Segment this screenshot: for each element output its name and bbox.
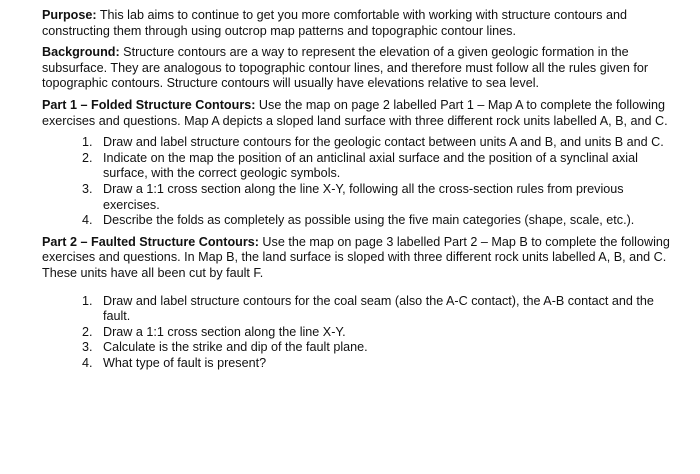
purpose-text: This lab aims to continue to get you more comfortable with working with structure contours and constructing them through using outcrop map patterns and topographic contour lines.	[42, 8, 627, 38]
part2-heading: Part 2 – Faulted Structure Contours:	[42, 234, 259, 249]
list-item-number: 1.	[82, 293, 93, 308]
list-item	[82, 182, 680, 213]
part1-paragraph	[42, 98, 680, 129]
purpose-label: Purpose:	[42, 8, 97, 22]
list-item	[82, 325, 680, 341]
list-item-text: What type of fault is present?	[103, 355, 267, 370]
background-label: Background:	[42, 45, 120, 60]
list-item-text: Draw a 1:1 cross section along the line X-Y.	[103, 324, 346, 339]
part1-exercise-list	[42, 135, 680, 229]
list-item-number: 3.	[82, 340, 93, 355]
list-item	[82, 213, 680, 229]
part2-exercise-list	[42, 294, 680, 372]
background-paragraph	[42, 45, 680, 92]
part1-heading: Part 1 – Folded Structure Contours:	[42, 97, 256, 112]
list-item	[82, 294, 680, 325]
list-item-text: Draw and label structure contours for the coal seam (also the A-C contact), the A-B contact and the fault.	[103, 293, 654, 324]
part2-paragraph	[42, 235, 680, 282]
list-item-number: 1.	[82, 135, 93, 150]
list-item	[82, 135, 680, 151]
list-item	[82, 356, 680, 372]
background-text: Structure contours are a way to represent the elevation of a given geologic formation in the subsurface. They are analogous to topographic contour lines, and therefore must follow all the rules given for topographic contours. Structure contours will usually have elevations relative to sea level.	[42, 45, 649, 91]
list-item-number: 4.	[82, 213, 93, 228]
purpose-paragraph	[42, 8, 680, 39]
list-item-text: Draw a 1:1 cross section along the line X-Y, following all the cross-section rules from previous exercises.	[103, 181, 624, 212]
list-item-number: 4.	[82, 355, 93, 370]
list-item-text: Describe the folds as completely as possible using the five main categories (shape, scale, etc.).	[103, 213, 635, 228]
list-item	[82, 340, 680, 356]
part1-intro-text: Use the map on page 2 labelled Part 1 – Map A to complete the following exercises and questions. Map A depicts a sloped land surface with three different rock units labelled A, B, and C.	[42, 97, 668, 128]
list-item-text: Calculate is the strike and dip of the fault plane.	[103, 340, 368, 355]
list-item-text: Draw and label structure contours for the geologic contact between units A and B, and units B and C.	[103, 135, 664, 150]
list-item-number: 2.	[82, 324, 93, 339]
list-item-number: 2.	[82, 150, 93, 165]
list-item-number: 3.	[82, 181, 93, 196]
list-item	[82, 151, 680, 182]
list-item-text: Indicate on the map the position of an anticlinal axial surface and the position of a synclinal axial surface, with the correct geologic symbols.	[103, 150, 638, 181]
part2-intro-text: Use the map on page 3 labelled Part 2 – Map B to complete the following exercises and questions. In Map B, the land surface is sloped with three different rock units labelled A, B, and C. These units have all been cut by fault F.	[42, 234, 670, 280]
